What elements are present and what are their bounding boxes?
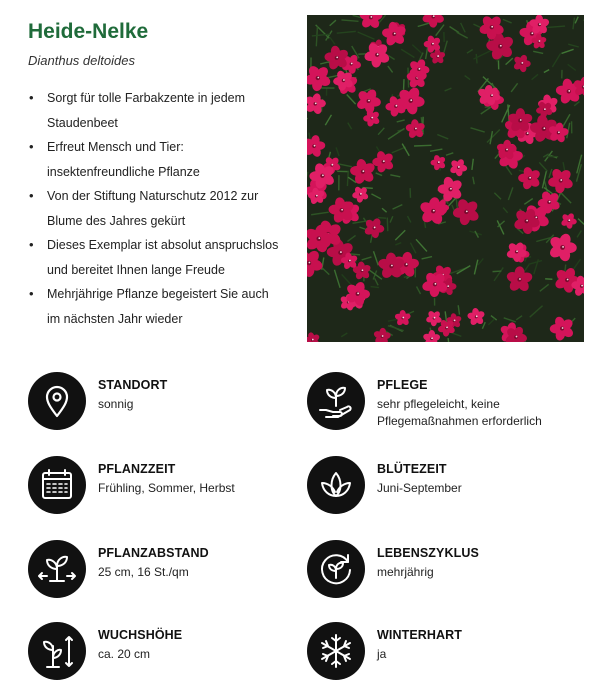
- feature-value: Juni-September: [377, 481, 462, 495]
- feature-label: PFLEGE: [377, 378, 428, 392]
- feature-value: ja: [377, 647, 387, 661]
- lotus-flower-icon: [307, 456, 365, 514]
- feature-label: BLÜTEZEIT: [377, 462, 447, 476]
- flower-photo-image: [307, 15, 584, 342]
- feature-bluetezeit: [307, 456, 577, 518]
- snowflake-icon: [307, 622, 365, 680]
- feature-value: mehrjährig: [377, 565, 434, 579]
- feature-label: WUCHSHÖHE: [98, 628, 183, 642]
- feature-pflanzzeit: [28, 456, 298, 518]
- plant-height-icon: [28, 622, 86, 680]
- feature-pflege: [307, 372, 577, 434]
- feature-value: 25 cm, 16 St./qm: [98, 565, 189, 579]
- bullet-item-continuation: insektenfreundliche Pflanze: [47, 164, 200, 179]
- feature-label: STANDORT: [98, 378, 168, 392]
- hand-plant-icon: [307, 372, 365, 430]
- life-cycle-icon: [307, 540, 365, 598]
- feature-lebenszyklus: [307, 540, 577, 602]
- feature-label: LEBENSZYKLUS: [377, 546, 479, 560]
- latin-name: Dianthus deltoides: [28, 53, 135, 68]
- plant-spacing-icon: [28, 540, 86, 598]
- product-photo: [307, 15, 584, 342]
- feature-standort: [28, 372, 298, 434]
- feature-label: WINTERHART: [377, 628, 463, 642]
- bullet-item: • Dieses Exemplar ist absolut anspruchslos: [28, 233, 290, 258]
- feature-bullet-list: [28, 86, 290, 331]
- bullet-item: • Erfreut Mensch und Tier:: [28, 135, 290, 160]
- bullet-item-continuation: Staudenbeet: [47, 115, 118, 130]
- bullet-item-continuation: im nächsten Jahr wieder: [47, 311, 183, 326]
- location-pin-icon: [28, 372, 86, 430]
- product-title: Heide-Nelke: [28, 20, 149, 43]
- feature-value: sehr pflegeleicht, keine Pflegemaßnahmen erforderlich: [377, 397, 542, 428]
- bullet-item: • Mehrjährige Pflanze begeistert Sie auch: [28, 282, 290, 307]
- feature-label: PFLANZZEIT: [98, 462, 176, 476]
- feature-value: ca. 20 cm: [98, 647, 151, 661]
- feature-value: Frühling, Sommer, Herbst: [98, 481, 235, 495]
- calendar-icon: [28, 456, 86, 514]
- bullet-item: • Sorgt für tolle Farbakzente in jedem: [28, 86, 290, 111]
- bullet-item-continuation: und bereitet Ihnen lange Freude: [47, 262, 225, 277]
- feature-winterhart: [307, 622, 577, 684]
- bullet-item: • Von der Stiftung Naturschutz 2012 zur: [28, 184, 290, 209]
- feature-wuchshoehe: [28, 622, 298, 684]
- feature-label: PFLANZABSTAND: [98, 546, 209, 560]
- feature-pflanzabstand: [28, 540, 298, 602]
- bullet-item-continuation: Blume des Jahres gekürt: [47, 213, 186, 228]
- feature-value: sonnig: [98, 397, 134, 411]
